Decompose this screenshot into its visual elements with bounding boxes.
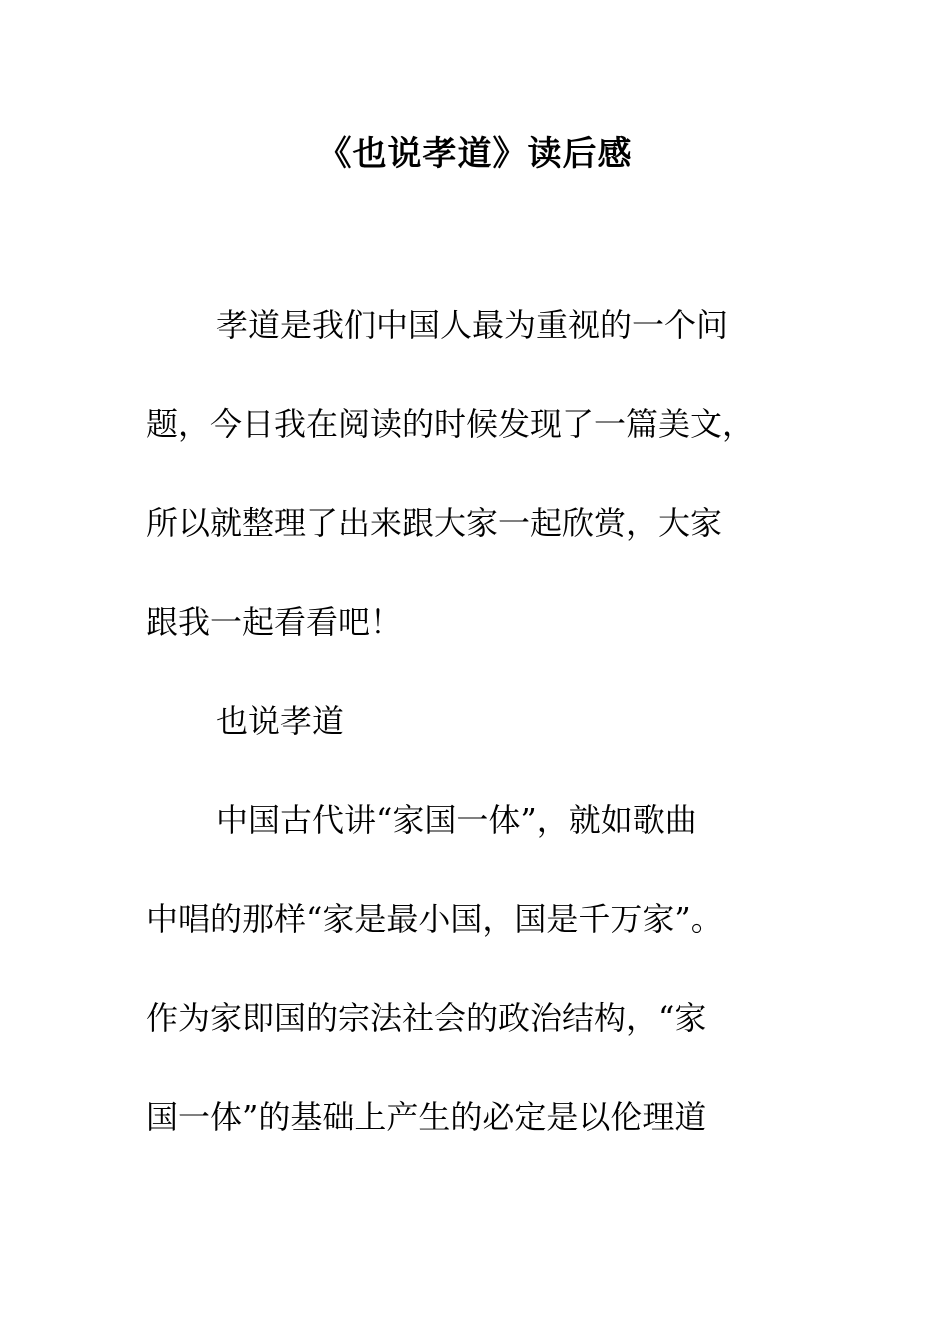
paragraph-line: 跟我一起看看吧！ <box>146 603 403 641</box>
section-heading: 也说孝道 <box>216 702 345 740</box>
paragraph-line: 国一体”的基础上产生的必定是以伦理道 <box>146 1098 707 1136</box>
paragraph-line: 题，今日我在阅读的时候发现了一篇美文， <box>146 405 755 443</box>
paragraph-line: 中唱的那样“家是最小国，国是千万家”。 <box>146 900 723 938</box>
paragraph-line: 作为家即国的宗法社会的政治结构，“家 <box>146 999 707 1037</box>
paragraph-line: 所以就整理了出来跟大家一起欣赏，大家 <box>146 504 723 542</box>
paragraph-line: 孝道是我们中国人最为重视的一个问 <box>216 306 729 344</box>
document-body <box>146 300 806 1191</box>
document-title: 《也说孝道》读后感 <box>317 134 633 174</box>
paragraph-line: 中国古代讲“家国一体”，就如歌曲 <box>216 801 697 839</box>
